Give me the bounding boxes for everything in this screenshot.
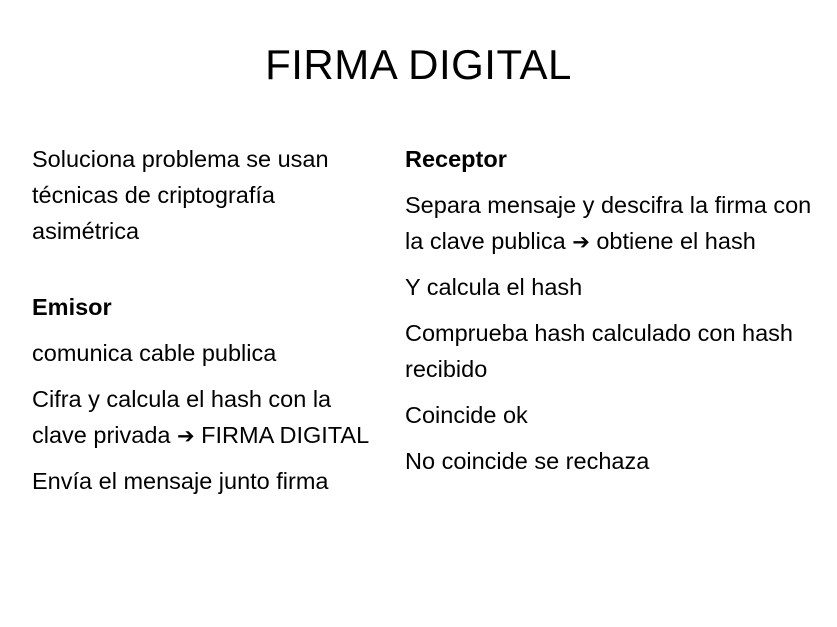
receptor-separa-suffix: obtiene el hash [589, 227, 756, 254]
page-title: FIRMA DIGITAL [265, 41, 572, 88]
spacer [32, 326, 387, 336]
arrow-right-icon: ➔ [177, 423, 195, 448]
right-column [405, 142, 837, 480]
receptor-no-coincide: No coincide se rechaza [405, 447, 650, 474]
emisor-cifra-suffix: FIRMA DIGITAL [194, 421, 370, 448]
spacer [32, 454, 387, 464]
spacer [405, 306, 817, 316]
receptor-calcula: Y calcula el hash [405, 273, 583, 300]
spacer [405, 260, 817, 270]
receptor-separa [405, 188, 817, 260]
receptor-comprueba: Comprueba hash calculado con hash recibido [405, 319, 794, 382]
receptor-separa-prefix: Separa mensaje y descifra la firma con la clave publica [405, 191, 812, 254]
receptor-coincide: Coincide ok [405, 401, 528, 428]
emisor-comunica: comunica cable publica [32, 339, 277, 366]
spacer [32, 250, 387, 290]
intro-paragraph: Soluciona problema se usan técnicas de criptografía asimétrica [32, 146, 329, 244]
spacer [32, 372, 387, 382]
spacer [405, 388, 817, 398]
emisor-cifra [32, 382, 387, 454]
spacer [405, 434, 817, 444]
emisor-cifra-prefix: Cifra y calcula el hash con la clave privada [32, 385, 332, 448]
arrow-right-icon: ➔ [572, 229, 590, 254]
slide-body [0, 142, 837, 500]
spacer [405, 178, 817, 188]
left-column [0, 142, 405, 500]
emisor-heading: Emisor [32, 293, 112, 320]
receptor-heading: Receptor [405, 146, 507, 172]
emisor-envia: Envía el mensaje junto firma [32, 467, 329, 494]
